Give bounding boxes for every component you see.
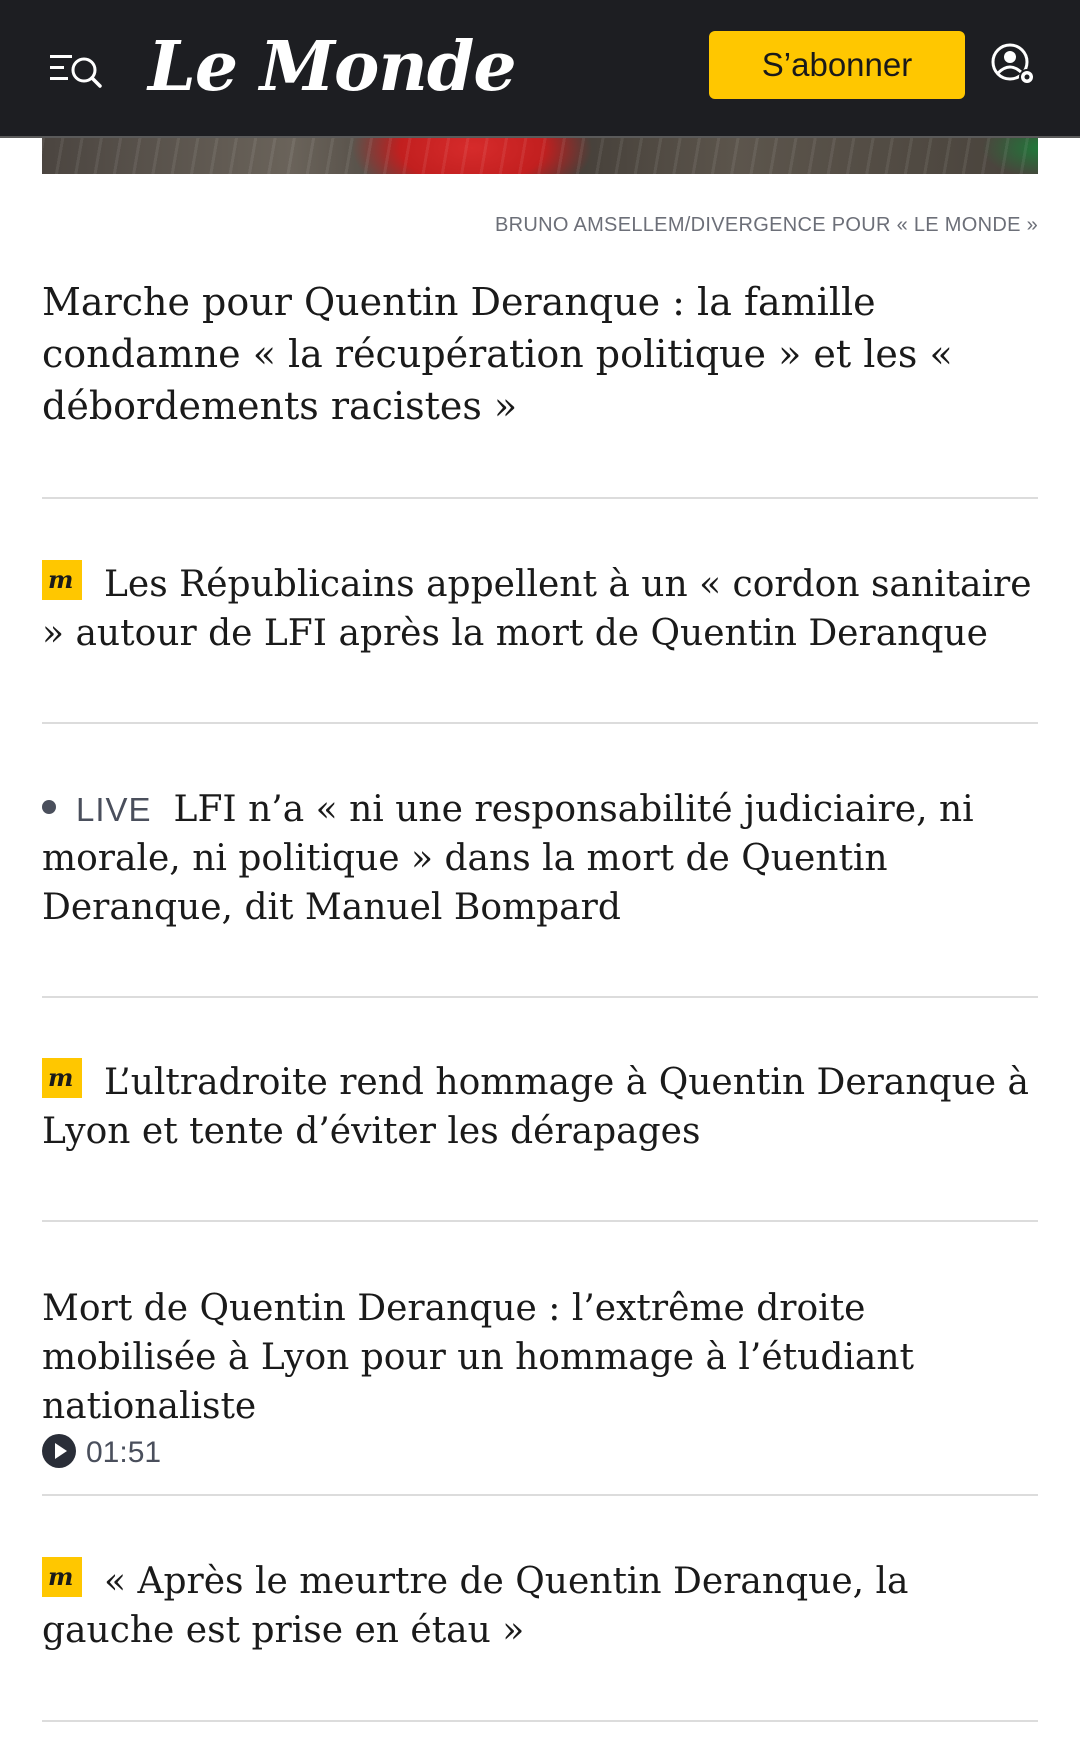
- article-title: Mort de Quentin Deranque : l’extrême droite mobilisée à Lyon pour un hommage à l’étudiant nationaliste: [42, 1288, 914, 1427]
- top-header: [0, 0, 1080, 138]
- main-article-title[interactable]: Marche pour Quentin Deranque : la famille condamne « la récupération politique » et les « débordements racistes »: [42, 280, 953, 428]
- premium-m-icon: [42, 560, 82, 600]
- video-duration-text: 01:51: [86, 1436, 162, 1469]
- article-title: L’ultradroite rend hommage à Quentin Deranque à Lyon et tente d’éviter les dérapages: [42, 1062, 1029, 1152]
- hero-image[interactable]: [42, 138, 1038, 174]
- article-title: « Après le meurtre de Quentin Deranque, la gauche est prise en étau »: [42, 1561, 909, 1651]
- le-monde-logo[interactable]: Le Monde: [148, 27, 516, 107]
- svg-text:m: m: [48, 1565, 74, 1589]
- premium-m-icon: [42, 1557, 82, 1597]
- live-label: LIVE: [76, 791, 152, 828]
- article-item[interactable]: [42, 1058, 1038, 1156]
- svg-text:m: m: [48, 1066, 74, 1090]
- account-settings-icon[interactable]: [990, 42, 1040, 92]
- live-dot-icon: [42, 800, 56, 814]
- article-item[interactable]: [42, 560, 1038, 658]
- article-title: LFI n’a « ni une responsabilité judiciaire, ni morale, ni politique » dans la mort de Quentin Deranque, dit Manuel Bompard: [42, 789, 974, 928]
- divider: [42, 1220, 1038, 1222]
- svg-text:m: m: [48, 568, 74, 592]
- divider: [42, 1720, 1038, 1722]
- article-item[interactable]: [42, 785, 1038, 932]
- menu-search-icon[interactable]: [48, 46, 108, 92]
- divider: [42, 722, 1038, 724]
- photo-credit: BRUNO AMSELLEM/DIVERGENCE POUR « LE MONDE »: [494, 214, 1038, 236]
- video-duration: [42, 1433, 1038, 1473]
- article-title: Les Républicains appellent à un « cordon sanitaire » autour de LFI après la mort de Quentin Deranque: [42, 564, 1032, 654]
- play-icon: [42, 1434, 76, 1468]
- premium-m-icon: [42, 1058, 82, 1098]
- divider: [42, 996, 1038, 998]
- article-item[interactable]: [42, 1557, 1038, 1655]
- subscribe-button[interactable]: S’abonner: [709, 31, 965, 99]
- divider: [42, 497, 1038, 499]
- divider: [42, 1494, 1038, 1496]
- article-item[interactable]: [42, 1284, 1038, 1473]
